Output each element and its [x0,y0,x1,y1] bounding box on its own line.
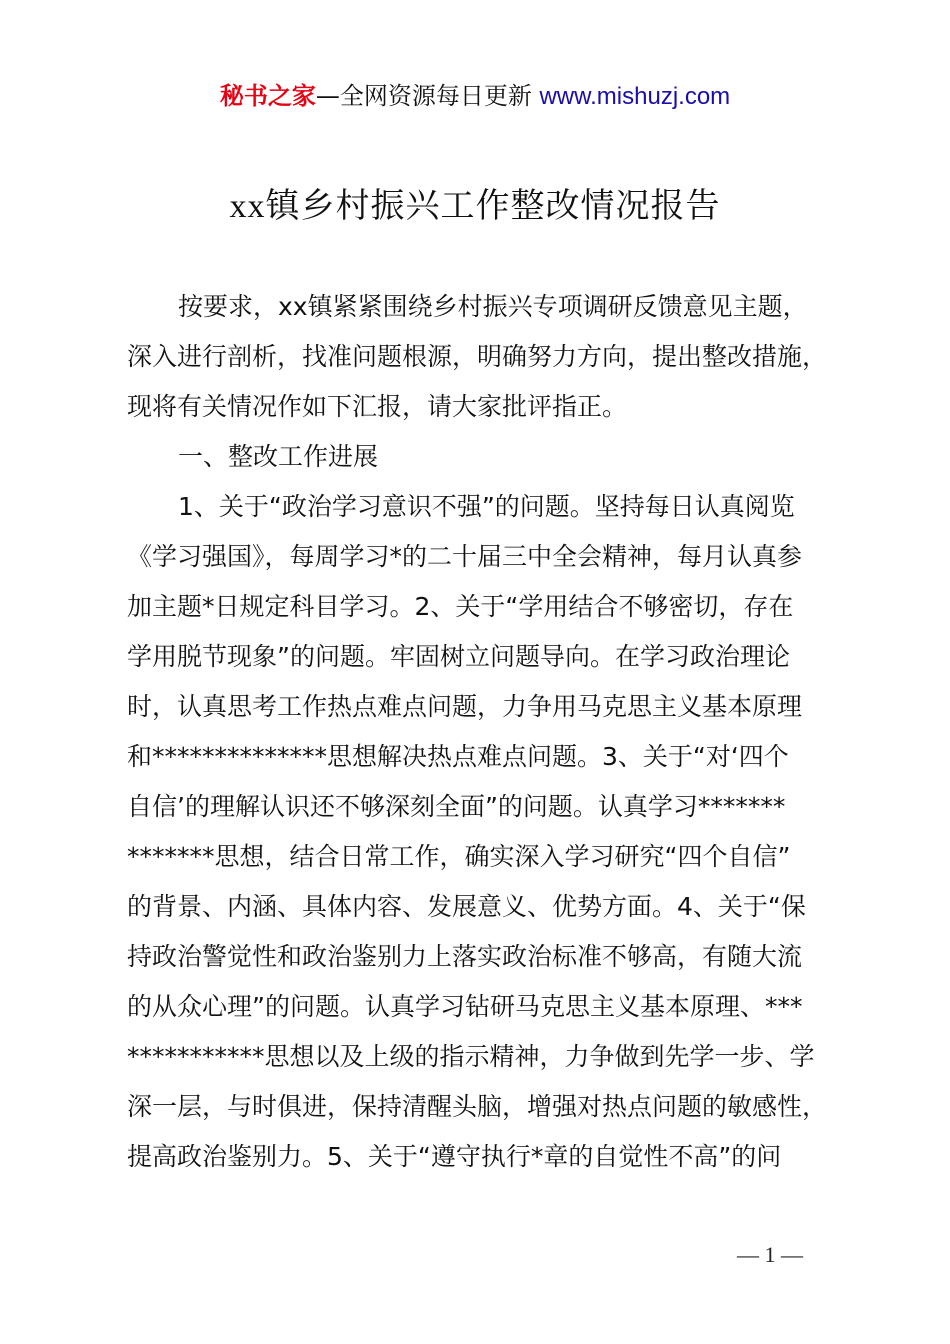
body-line: 深一层，与时俱进，保持清醒头脑，增强对热点问题的敏感性， [127,1092,828,1121]
site-slogan: —全网资源每日更新 [315,82,532,110]
body-line: 加主题*日规定科目学习。2、关于“学用结合不够密切，存在 [127,592,794,621]
body-line: *******思想，结合日常工作，确实深入学习研究“四个自信” [127,842,791,871]
page-number: — 1 — [737,1242,803,1267]
body-line: 自信’的理解认识还不够深刻全面”的问题。认真学习******* [127,792,786,821]
body-line: 现将有关情况作如下汇报，请大家批评指正。 [127,392,628,421]
title-prefix: xx [229,188,266,225]
section-heading: 一、整改工作进展 [178,442,379,471]
body-line: 《学习强国》，每周学习*的二十届三中全会精神，每月认真参 [127,542,803,571]
body-line: 1、关于“政治学习意识不强”的问题。坚持每日认真阅览 [178,492,795,521]
site-brand: 秘书之家 [219,82,316,110]
body-line: 按要求，xx镇紧紧围绕乡村振兴专项调研反馈意见主题， [178,292,808,321]
document-title [0,183,950,230]
body-line: 深入进行剖析，找准问题根源，明确努力方向，提出整改措施， [127,342,828,371]
site-header [0,80,950,113]
body-line: 和**************思想解决热点难点问题。3、关于“对‘四个 [127,742,789,771]
body-line: 的从众心理”的问题。认真学习钻研马克思主义基本原理、*** [127,992,803,1021]
document-body [127,282,832,1182]
body-line: 提高政治鉴别力。5、关于“遵守执行*章的自觉性不高”的问 [127,1142,782,1171]
site-url-link[interactable]: www.mishuzj.com [539,83,731,110]
body-line: 学用脱节现象”的问题。牢固树立问题导向。在学习政治理论 [127,642,790,671]
body-line: 时，认真思考工作热点难点问题，力争用马克思主义基本原理 [127,692,803,721]
title-text: 镇乡村振兴工作整改情况报告 [265,186,721,226]
body-line: 持政治警觉性和政治鉴别力上落实政治标准不够高，有随大流 [127,942,803,971]
body-line: 的背景、内涵、具体内容、发展意义、优势方面。4、关于“保 [127,892,806,921]
body-line: ***********思想以及上级的指示精神，力争做到先学一步、学 [127,1042,815,1071]
